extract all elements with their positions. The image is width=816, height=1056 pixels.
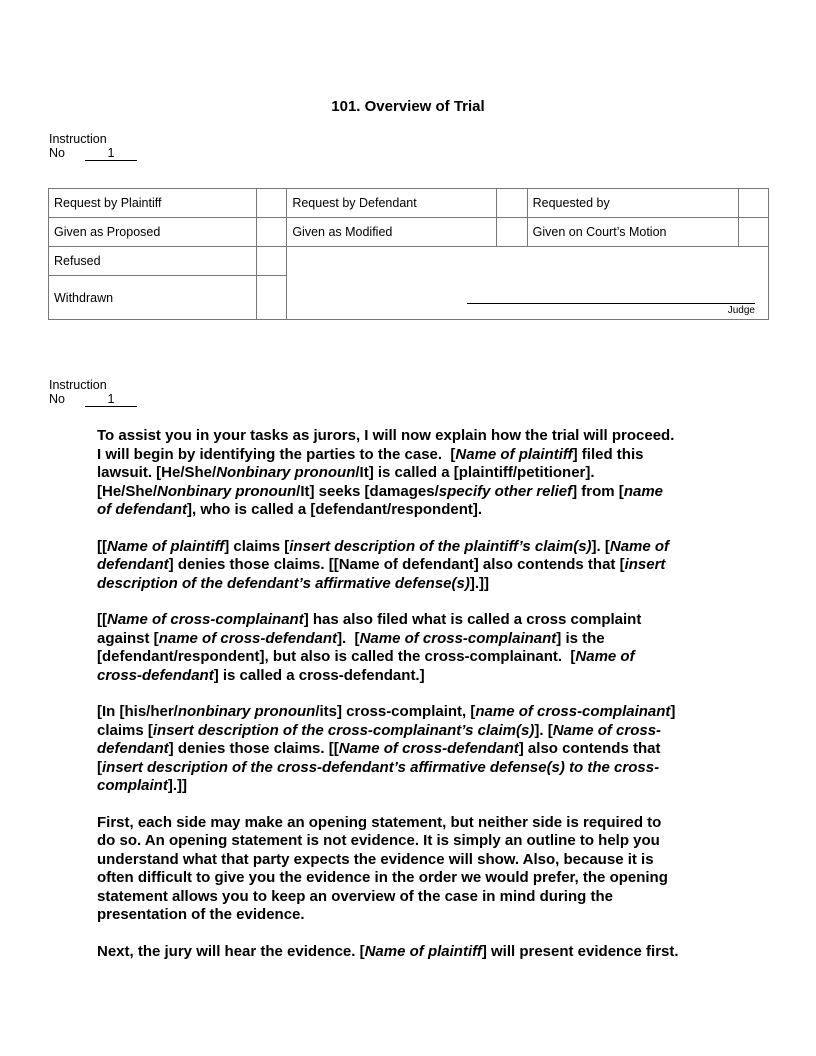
text-line bbox=[97, 538, 757, 557]
body-text: /its] cross-complaint, [ bbox=[315, 703, 476, 720]
given-as-modified-checkbox[interactable] bbox=[497, 218, 527, 247]
placeholder-text: insert description of the plaintiff’s claim(s) bbox=[289, 537, 592, 555]
paragraph bbox=[97, 814, 757, 925]
withdrawn-label: Withdrawn bbox=[49, 276, 257, 320]
placeholder-text: Name of plaintiff bbox=[455, 445, 573, 463]
placeholder-text: nonbinary pronoun bbox=[177, 703, 316, 720]
paragraph bbox=[97, 943, 757, 962]
body-text: ] denies those claims. [[Name of defendant] also contends that [ bbox=[168, 556, 625, 573]
body-text: often difficult to give you the evidence in the order we would prefer, the opening bbox=[97, 869, 668, 886]
request-by-plaintiff-label: Request by Plaintiff bbox=[49, 189, 257, 218]
text-line bbox=[97, 943, 757, 962]
text-line bbox=[97, 814, 757, 833]
text-line bbox=[97, 648, 757, 667]
body-text: ] is the bbox=[556, 629, 605, 647]
body-text: understand what that party expects the evidence will show. Also, because it is bbox=[97, 850, 654, 868]
placeholder-text: of defendant bbox=[97, 501, 187, 518]
body-text: claims [ bbox=[97, 721, 153, 739]
body-text: ], who is called a [defendant/respondent]. bbox=[187, 501, 483, 518]
placeholder-text: insert description of the cross-defendant’s affirmative defense(s) to the cross- bbox=[102, 758, 660, 776]
placeholder-text: defendant bbox=[97, 556, 169, 573]
placeholder-text: name bbox=[623, 482, 663, 500]
body-text: [In [his/her/ bbox=[97, 703, 178, 720]
body-text: First, each side may make an opening statement, but neither side is required to bbox=[97, 813, 662, 831]
placeholder-text: Nonbinary pronoun bbox=[157, 482, 297, 500]
judge-label: Judge bbox=[727, 305, 755, 316]
body-text: /It] seeks [damages/ bbox=[296, 482, 439, 500]
body-text: [[ bbox=[97, 611, 107, 628]
placeholder-text: Name of cross- bbox=[552, 721, 662, 739]
body-text: /It] is called a [plaintiff/petitioner]. bbox=[355, 464, 595, 481]
given-on-courts-motion-label: Given on Court’s Motion bbox=[527, 218, 738, 247]
body-text: presentation of the evidence. bbox=[97, 906, 305, 923]
text-line bbox=[97, 759, 757, 778]
text-line bbox=[97, 427, 757, 446]
given-on-courts-motion-checkbox[interactable] bbox=[738, 218, 768, 247]
request-by-defendant-checkbox[interactable] bbox=[497, 189, 527, 218]
instruction-number: 1 bbox=[85, 393, 137, 407]
text-line bbox=[97, 575, 757, 594]
placeholder-text: Name of cross-defendant bbox=[338, 740, 519, 757]
placeholder-text: name of cross-defendant bbox=[158, 629, 338, 647]
body-text: ].]] bbox=[167, 777, 187, 794]
placeholder-text: Nonbinary pronoun bbox=[216, 464, 356, 481]
given-as-proposed-label: Given as Proposed bbox=[49, 218, 257, 247]
text-line bbox=[97, 464, 757, 483]
text-line bbox=[97, 851, 757, 870]
placeholder-text: defendant bbox=[97, 740, 169, 757]
body-text: do so. An opening statement is not evidence. It is simply an outline to help you bbox=[97, 832, 660, 849]
text-line bbox=[97, 869, 757, 888]
no-label: No bbox=[49, 146, 65, 160]
text-line bbox=[97, 888, 757, 907]
judge-signature-line[interactable] bbox=[467, 303, 755, 304]
text-line bbox=[97, 722, 757, 741]
body-text: Next, the jury will hear the evidence. [ bbox=[97, 942, 365, 960]
body-text: statement allows you to keep an overview of the case in mind during the bbox=[97, 887, 613, 905]
page-title: 101. Overview of Trial bbox=[331, 98, 485, 115]
body-text: ] from [ bbox=[572, 482, 624, 500]
body-text: [ bbox=[97, 758, 102, 776]
text-line bbox=[97, 703, 757, 722]
text-line bbox=[97, 446, 757, 465]
placeholder-text: description of the defendant’s affirmative defense(s) bbox=[97, 574, 470, 592]
body-text: ] is called a cross-defendant.] bbox=[213, 666, 425, 684]
placeholder-text: name of cross-complainant bbox=[475, 703, 671, 720]
text-line bbox=[97, 501, 757, 520]
text-line bbox=[97, 611, 757, 630]
text-line bbox=[97, 740, 757, 759]
body-text: ]. [ bbox=[534, 721, 553, 739]
request-status-table bbox=[48, 188, 769, 320]
placeholder-text: Name of bbox=[609, 537, 670, 555]
body-text: ] also contends that bbox=[518, 740, 661, 757]
body-text: [defendant/respondent], but also is called the cross-complainant. [ bbox=[97, 648, 576, 665]
body-text: [He/She/ bbox=[97, 482, 158, 500]
body-text: I will begin by identifying the parties to the case. [ bbox=[97, 445, 456, 463]
request-by-defendant-label: Request by Defendant bbox=[287, 189, 497, 218]
judge-signature-area bbox=[287, 247, 769, 320]
no-label: No bbox=[49, 392, 65, 406]
body-text: [[ bbox=[97, 537, 107, 555]
body-text: ]. [ bbox=[591, 537, 610, 555]
instruction-label: Instruction bbox=[49, 378, 107, 392]
placeholder-text: Name of bbox=[575, 648, 635, 665]
text-line bbox=[97, 630, 757, 649]
placeholder-text: Name of plaintiff bbox=[107, 537, 225, 555]
text-line bbox=[97, 832, 757, 851]
placeholder-text: cross-defendant bbox=[97, 666, 214, 684]
text-line bbox=[97, 556, 757, 575]
placeholder-text: Name of cross-complainant bbox=[359, 629, 557, 647]
requested-by-checkbox[interactable] bbox=[738, 189, 768, 218]
withdrawn-checkbox[interactable] bbox=[257, 276, 287, 320]
body-text: against [ bbox=[97, 629, 159, 647]
body-text: ] bbox=[670, 703, 676, 720]
given-as-modified-label: Given as Modified bbox=[287, 218, 497, 247]
instruction-number-block bbox=[49, 132, 137, 161]
body-text: ] will present evidence first. bbox=[481, 942, 679, 960]
text-line bbox=[97, 483, 757, 502]
refused-label: Refused bbox=[49, 247, 257, 276]
body-text: ].]] bbox=[469, 574, 490, 592]
placeholder-text: specify other relief bbox=[438, 482, 573, 500]
body-text: ] filed this bbox=[572, 445, 644, 463]
body-text: To assist you in your tasks as jurors, I will now explain how the trial will proceed. bbox=[97, 427, 675, 444]
body-text: ]. [ bbox=[337, 629, 360, 647]
text-line bbox=[97, 667, 757, 686]
paragraph bbox=[97, 427, 757, 520]
placeholder-text: insert description of the cross-complainant’s claim(s) bbox=[152, 721, 535, 739]
placeholder-text: Name of cross-complainant bbox=[107, 611, 304, 628]
placeholder-text: complaint bbox=[97, 777, 168, 794]
instruction-body bbox=[97, 427, 757, 979]
placeholder-text: insert bbox=[624, 556, 666, 573]
paragraph bbox=[97, 703, 757, 796]
body-text: ] denies those claims. [[ bbox=[168, 740, 339, 757]
given-as-proposed-checkbox[interactable] bbox=[257, 218, 287, 247]
body-text: ] claims [ bbox=[224, 537, 290, 555]
request-by-plaintiff-checkbox[interactable] bbox=[257, 189, 287, 218]
paragraph bbox=[97, 611, 757, 685]
body-text: lawsuit. [He/She/ bbox=[97, 464, 217, 481]
text-line bbox=[97, 777, 757, 796]
instruction-number-block bbox=[49, 378, 137, 407]
instruction-number: 1 bbox=[85, 147, 137, 161]
placeholder-text: Name of plaintiff bbox=[364, 942, 482, 960]
text-line bbox=[97, 906, 757, 925]
paragraph bbox=[97, 538, 757, 594]
requested-by-label: Requested by bbox=[527, 189, 738, 218]
refused-checkbox[interactable] bbox=[257, 247, 287, 276]
body-text: ] has also filed what is called a cross complaint bbox=[303, 611, 642, 628]
instruction-label: Instruction bbox=[49, 132, 107, 146]
